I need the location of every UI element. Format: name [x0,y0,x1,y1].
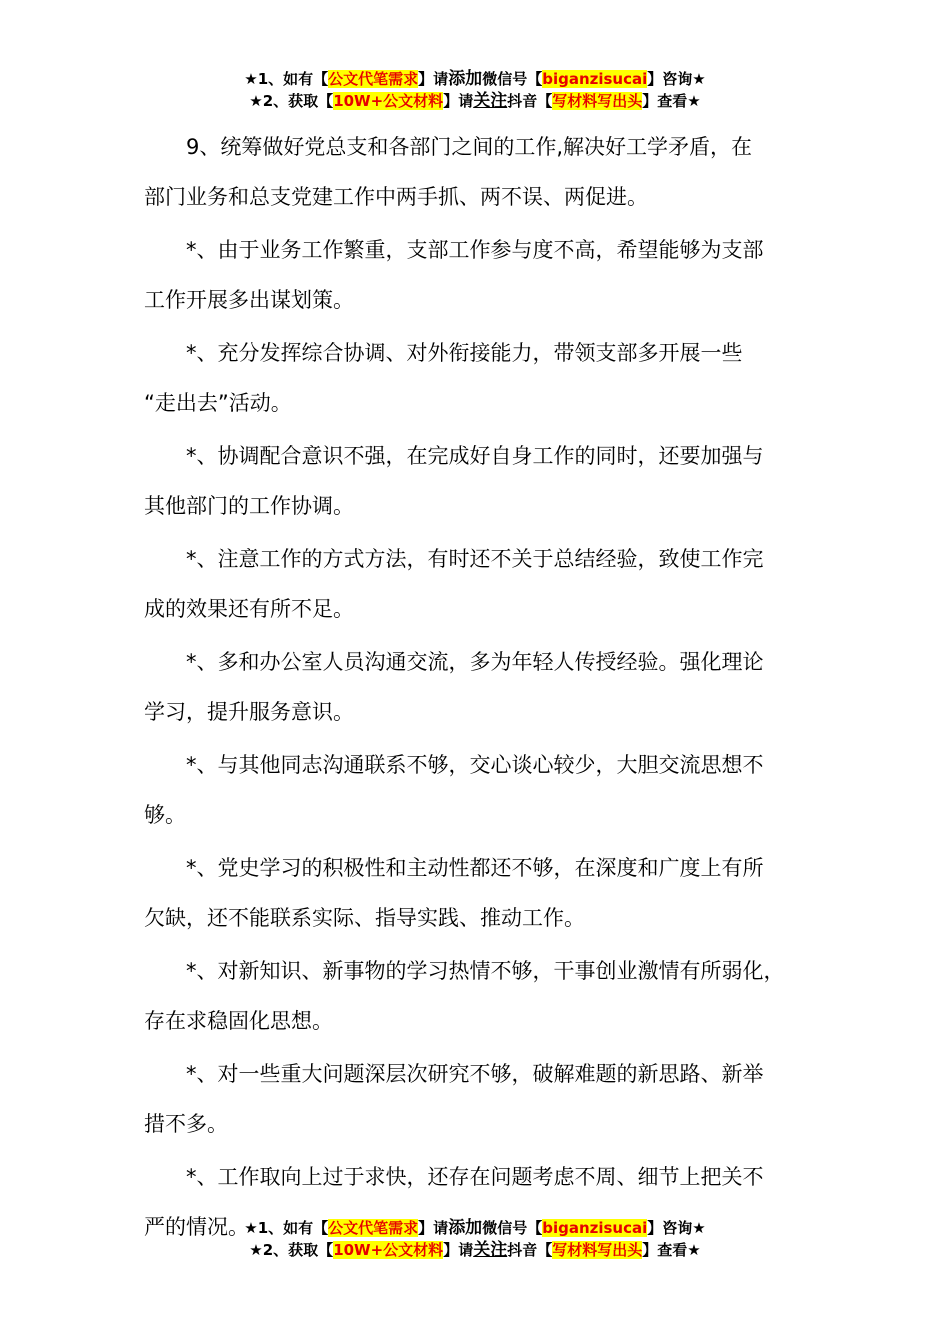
paragraph: 9、统筹做好党总支和各部门之间的工作,解决好工学矛盾，在 部门业务和总支党建工作中两手抓、两不误、两促进。 [144,135,753,209]
paragraph: *、多和办公室人员沟通交流，多为年轻人传授经验。强化理论 学习，提升服务意识。 [144,650,764,724]
highlight-materials: 10W+公文材料 [333,92,444,110]
promo-line-1: ★1、如有【公文代笔需求】请添加微信号【biganzisucai】咨询★ [244,1218,706,1238]
document-body [144,122,812,1255]
paragraph: *、充分发挥综合协调、对外衔接能力，带领支部多开展一些 “走出去”活动。 [144,341,743,415]
paragraph: *、协调配合意识不强，在完成好自身工作的同时，还要加强与 其他部门的工作协调。 [144,444,764,518]
highlight-douyin-account: 写材料写出头 [552,92,643,110]
paragraph: *、由于业务工作繁重，支部工作参与度不高，希望能够为支部 工作开展多出谋划策。 [144,238,764,312]
paragraph: *、对新知识、新事物的学习热情不够，干事创业激情有所弱化， 存在求稳固化思想。 [144,959,785,1033]
promo-banner-top [0,68,950,112]
promo-line-2: ★2、获取【10W+公文材料】请关注抖音【写材料写出头】查看★ [249,91,701,111]
highlight-writing-service: 公文代笔需求 [328,70,419,88]
promo-banner-bottom [0,1217,950,1261]
highlight-materials: 10W+公文材料 [333,1241,444,1259]
promo-line-2: ★2、获取【10W+公文材料】请关注抖音【写材料写出头】查看★ [249,1240,701,1260]
highlight-douyin-account: 写材料写出头 [552,1241,643,1259]
promo-line-1: ★1、如有【公文代笔需求】请添加微信号【biganzisucai】咨询★ [244,69,706,89]
paragraph: *、工作取向上过于求快，还存在问题考虑不周、细节上把关不 严的情况。 [144,1165,764,1239]
paragraph: *、对一些重大问题深层次研究不够，破解难题的新思路、新举 措不多。 [144,1062,764,1136]
highlight-writing-service: 公文代笔需求 [328,1219,419,1237]
highlight-wechat-id: biganzisucai [542,1219,648,1237]
highlight-wechat-id: biganzisucai [542,70,648,88]
paragraph: *、注意工作的方式方法，有时还不关于总结经验，致使工作完 成的效果还有所不足。 [144,547,764,621]
paragraph: *、党史学习的积极性和主动性都还不够，在深度和广度上有所 欠缺，还不能联系实际、指导实践、推动工作。 [144,856,764,930]
paragraph: *、与其他同志沟通联系不够，交心谈心较少，大胆交流思想不 够。 [144,753,764,827]
